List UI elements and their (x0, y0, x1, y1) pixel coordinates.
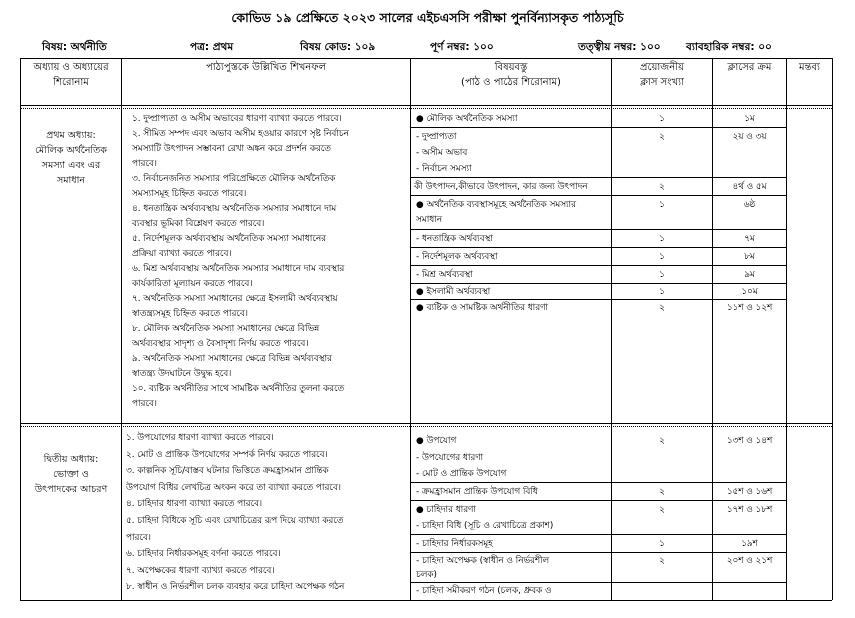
topic-row: চলক) (416, 570, 437, 580)
meta-code: বিষয় কোড: ১০৯ (300, 41, 376, 53)
topic-row: - চাহিদা বিধি (সূচি ও রেখাচিত্রে প্রকাশ) (416, 521, 554, 531)
outcome-line: ২. মোট ও প্রান্তিক উপযোগের সম্পর্ক নির্ণয় করতে পারবে। (126, 449, 328, 460)
outcome-line: ৯. অর্থনৈতিক সমস্যা সমাধানের ক্ষেত্রে বিভিন্ন অর্থব্যবস্থার (132, 354, 332, 364)
topic-row: ● মৌলিক অর্থনৈতিক সমস্যা (416, 114, 518, 124)
topic-row: ● ব্যষ্টিক ও সামষ্টিক অর্থনীতির ধারণা (416, 303, 548, 313)
chapter2-outcomes (126, 430, 344, 596)
topic-order: ১ম (744, 114, 755, 124)
topic-row: - ক্রমহ্রাসমান প্রান্তিক উপযোগ বিধি (416, 487, 538, 497)
meta-paper: পত্র: প্রথম (190, 41, 234, 53)
outcome-line: ৭. অর্থনৈতিক সমস্যা সমাধানের ক্ষেত্রে ইসলামী অর্থব্যবস্থায় (132, 294, 338, 304)
header-remarks: মন্তব্য (799, 62, 820, 73)
outcome-line: অর্থব্যবস্থার সাদৃশ্য ও বৈসাদৃশ্য নির্ণয় করতে পারবে। (132, 339, 309, 349)
meta-full-marks: পূর্ণ নম্বর: ১০০ (430, 41, 494, 53)
topic-order: ১৭শ ও ১৮শ (726, 505, 773, 515)
topic-order: ৯ম (744, 270, 755, 280)
topic-classes: ১ (659, 200, 665, 210)
topic-row: - নির্বাচন সমস্যা (416, 164, 472, 174)
header-classes: প্রয়োজনীয় ক্লাস সংখ্যা (640, 62, 684, 88)
outcome-line: পারবে। (132, 159, 157, 169)
outcome-line: কার্যকারিতা মূল্যায়ন করতে পারবে। (132, 279, 253, 289)
topic-row: - উপযোগের ধারণা (416, 453, 484, 463)
topic-classes: ১ (659, 270, 665, 280)
topic-classes: ১ (659, 252, 665, 262)
outcome-line: ৩. কাল্পনিক সূচি/বাস্তব ঘটনার ভিত্তিতে ক্রমহ্রাসমান প্রান্তিক (126, 466, 329, 477)
outcome-line: উপযোগ বিধির লেখচিত্র অংকন করে তা ব্যাখ্যা করতে পারবে। (126, 482, 341, 493)
outcome-line: স্বাতন্ত্র্য উদঘাটনে উদ্বুদ্ধ হবে। (132, 369, 232, 379)
topic-row: ● ইসলামী অর্থব্যবস্থা (416, 287, 491, 297)
outcome-line: পারবে। (132, 399, 157, 409)
outcome-line: সমস্যাসমূহ চিহ্নিত করতে পারবে। (132, 189, 247, 199)
outcome-line: ৫. চাহিদা বিধিকে সূচি এবং রেখাচিত্রের রূপ দিয়ে ব্যাখ্যা করতে (126, 515, 344, 526)
chapter2-name: দ্বিতীয় অধ্যায়: ভোক্তা ও উৎপাদকের আচরণ (34, 454, 108, 495)
outcome-line: সমস্যাটি উৎপাদন সম্ভাবনা রেখা অঙ্কন করে প্রদর্শন করতে (132, 144, 331, 154)
topic-classes: ১ (659, 287, 665, 297)
topic-order: ১১শ ও ১২শ (726, 303, 773, 313)
topic-order: ১৩শ ও ১৪শ (726, 436, 773, 446)
outcome-line: ৮. মৌলিক অর্থনৈতিক সমস্যা সমাধানের ক্ষেত্রে বিভিন্ন (132, 324, 320, 334)
chapter1-outcomes (132, 112, 349, 412)
topic-order: ৪র্থ ও ৫ম (732, 182, 767, 192)
page-title: কোভিড ১৯ প্রেক্ষিতে ২০২৩ সালের এইচএসসি পরীক্ষা পুনর্বিন্যাসকৃত পাঠ্যসূচি (231, 10, 624, 25)
outcome-line: ১০. ব্যষ্টিক অর্থনীতির সাথে সামষ্টিক অর্থনীতির তুলনা করতে (132, 384, 345, 394)
topic-classes: ২ (659, 436, 665, 446)
outcome-line: ৪. চাহিদার ধারণা ব্যাখ্যা করতে পারবে। (126, 499, 263, 510)
topic-order: ১০ম (741, 287, 758, 297)
meta-practical-marks: ব্যাবহারিক নম্বর: ০০ (686, 41, 772, 53)
chapter1-name: প্রথম অধ্যায়: মৌলিক অর্থনৈতিক সমস্যা এবং এর সমাধান (35, 130, 107, 186)
topic-row: - ধনতান্ত্রিক অর্থব্যবস্থা (416, 234, 493, 244)
topic-classes: ২ (659, 556, 665, 566)
topic-row: - চাহিদার নির্ধারকসমূহ (416, 539, 493, 549)
outcome-line: ৪. ধনতান্ত্রিক অর্থব্যবস্থায় অর্থনৈতিক সমস্যার সমাধানে দাম (132, 204, 337, 214)
topic-classes: ১ (659, 114, 665, 124)
topic-order: ২য় ও ৩য় (732, 132, 767, 142)
outcome-line: ৬. মিশ্র অর্থব্যবস্থায় অর্থনৈতিক সমস্যার সমাধানে দাম ব্যবস্থার (132, 264, 345, 274)
outcome-line: পারবে। (126, 532, 151, 543)
topic-order: ২০শ ও ২১শ (726, 556, 773, 566)
topic-row: - চাহিদা সমীকরণ গঠন (চলক, ধ্রুবক ও (416, 586, 552, 596)
outcome-line: ১. দুষ্প্রাপ্যতা ও অসীম অভাবের ধারণা ব্যাখ্যা করতে পারবে। (132, 114, 342, 124)
header-outcomes: পাঠ্যপুস্তকে উল্লিখিত শিখনফল (205, 62, 327, 73)
outcome-line: ৩. নির্বাচনজনিত সমস্যার পরিপ্রেক্ষিতে মৌলিক অর্থনৈতিক (132, 174, 336, 184)
topic-classes: ২ (659, 182, 665, 192)
topic-row: - নির্দেশমূলক অর্থব্যবস্থা (416, 252, 498, 262)
outcome-line: ৬. চাহিদার নির্ধারকসমূহ বর্ণনা করতে পারবে। (126, 549, 281, 560)
topic-row: কী উৎপাদন,কীভাবে উৎপাদন, কার জন্য উৎপাদন (414, 182, 588, 192)
outcome-line: ২. সীমিত সম্পদ এবং অভাব অসীম হওয়ার কারণে সৃষ্ট নির্বাচন (132, 129, 349, 139)
topic-classes: ২ (659, 132, 665, 142)
topic-order: ৮ম (744, 252, 755, 262)
outcome-line: প্রক্রিয়া ব্যাখ্যা করতে পারবে। (132, 249, 232, 259)
topic-classes: ১ (659, 234, 665, 244)
topic-row: ● উপযোগ (416, 436, 457, 446)
topic-classes: ২ (659, 487, 665, 497)
header-chapter: অধ্যায় ও অধ্যায়ের শিরোনাম (33, 62, 109, 88)
topic-order: ১৯শ (741, 539, 758, 549)
topic-row: - দুষ্প্রাপ্যতা (416, 132, 457, 142)
topic-order: ৭ম (744, 234, 755, 244)
topic-order: ৬ষ্ঠ (743, 200, 756, 210)
header-content: বিষয়বস্তু (পাঠ ও পাঠের শিরোনাম) (461, 62, 561, 88)
outcome-line: ব্যবস্থার ভূমিকা বিশ্লেষণ করতে পারবে। (132, 219, 265, 229)
outcome-line: ৫. নির্দেশমূলক অর্থব্যবস্থায় অর্থনৈতিক সমস্যা সমাধানের (132, 234, 326, 244)
outcome-line: ৮. স্বাধীন ও নির্ভরশীল চলক ব্যবহার করে চাহিদা অপেক্ষক গঠন (126, 582, 345, 593)
header-order: ক্লাসের ক্রম (727, 62, 772, 73)
topic-row: - অসীম অভাব (416, 148, 468, 158)
topic-classes: ১ (659, 539, 665, 549)
topic-order: ১৫শ ও ১৬শ (726, 487, 773, 497)
topic-row: ● চাহিদার ধারণা (416, 505, 476, 515)
topic-row: ● অর্থনৈতিক ব্যবস্থাসমূহে অর্থনৈতিক সমস্যার (416, 200, 576, 210)
topic-row: সমাধান (416, 215, 442, 225)
meta-theory-marks: তত্ত্বীয় নম্বর: ১০০ (578, 41, 661, 53)
topic-classes: ২ (659, 303, 665, 313)
topic-row: - মিশ্র অর্থব্যবস্থা (416, 270, 473, 280)
topic-classes: ২ (659, 505, 665, 515)
outcome-line: ১. উপযোগের ধারণা ব্যাখ্যা করতে পারবে। (126, 433, 274, 443)
topic-row: - চাহিদা অপেক্ষক (স্বাধীন ও নির্ভরশীল (416, 556, 550, 566)
outcome-line: স্বাতন্ত্র্যসমূহ চিহ্নিত করতে পারবে। (132, 309, 248, 319)
topic-row: - মোট ও প্রান্তিক উপযোগ (416, 469, 507, 479)
outcome-line: ৭. অপেক্ষকের ধারণা ব্যাখ্যা করতে পারবে। (126, 565, 275, 576)
meta-subject: বিষয়: অর্থনীতি (42, 41, 107, 53)
